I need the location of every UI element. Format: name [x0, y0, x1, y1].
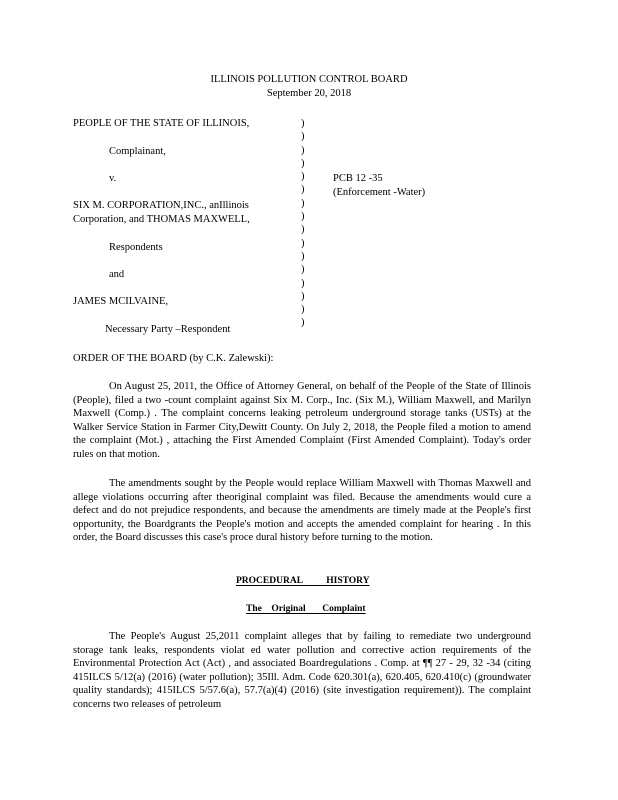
paren: ) [301, 277, 305, 289]
respondents-role: Respondents [109, 242, 163, 253]
paren: ) [301, 144, 305, 156]
paragraph-3-text: The People's August 25,2011 complaint alleges that by failing to remediate two underground storage tank leaks, respondents violat ed water pollution and corrective action requirements of the Environmental Protection Act (Act) , and associated Boardregulations . Comp. at ¶¶ 27 - 29, 32 -34 (citing 415ILCS 5/12(a) (2016) (water pollution); 35Ill. Adm. Code 620.301(a), 620.405, 620.410(c) (groundwater quality standards); 415ILCS 5/57.6(a), 57.7(a)(4) (2016) (site investigation requirement)). The complaint concerns two releases of petroleum [73, 631, 531, 710]
paragraph-3 [73, 630, 531, 711]
heading-procedural-history: PROCEDURAL HISTORY [236, 576, 370, 586]
paren: ) [301, 118, 305, 129]
paragraph-1-text: On August 25, 2011, the Office of Attorney General, on behalf of the People of the State of Illinois (People), filed a two -count complaint against Six M. Corp., Inc. (Six M.), William Maxwell, and Marilyn Maxwell (Comp.) . The complaint concerns leaking petroleum underground storage tanks (USTs) at the Walker Service Station in Farmer City,Dewitt County. On July 2, 2018, the People filed a motion to amend the complaint (Mot.) , attaching the First Amended Complaint (First Amended Complaint). Today's order rules on that motion. [73, 381, 531, 460]
heading-original-complaint: The Original Complaint [246, 604, 366, 614]
paren: ) [301, 197, 305, 209]
paren: ) [301, 131, 305, 143]
paren: ) [301, 237, 305, 249]
board-title: ILLINOIS POLLUTION CONTROL BOARD [210, 74, 408, 85]
paren: ) [301, 264, 305, 276]
paren: ) [301, 317, 305, 329]
paren: ) [301, 224, 305, 236]
paragraph-1 [73, 380, 531, 461]
order-date: September 20, 2018 [266, 88, 352, 99]
paren: ) [301, 250, 305, 262]
paren: ) [301, 304, 305, 316]
respondent-line-2: Corporation, and THOMAS MAXWELL, [73, 214, 250, 225]
case-number: PCB 12 -35 [333, 173, 383, 184]
plaintiff-role: Complainant, [109, 146, 166, 157]
plaintiff-name: PEOPLE OF THE STATE OF ILLINOIS, [73, 118, 250, 129]
order-title: ORDER OF THE BOARD (by C.K. Zalewski): [73, 353, 274, 364]
versus: v. [109, 173, 117, 184]
caption-parenthesis-column [301, 117, 311, 330]
paragraph-2-text: The amendments sought by the People would replace William Maxwell with Thomas Maxwell and allege violations occurring after theoriginal complaint was filed. Because the amendments would cure a defect and do not prejudice respondents, and because the amendments are timely made at the People's first opportunity, the Boardgrants the People's motion and accepts the amended complaint for hearing . In this order, the Board discusses this case's proce dural history before turning to the motion. [73, 478, 531, 543]
paren: ) [301, 171, 305, 183]
caption-and: and [109, 269, 125, 280]
paren: ) [301, 157, 305, 169]
case-type: (Enforcement -Water) [333, 187, 426, 198]
paren: ) [301, 290, 305, 302]
respondent-line-1: SIX M. CORPORATION,INC., anIllinois [73, 200, 249, 211]
paragraph-2 [73, 477, 531, 545]
paren: ) [301, 184, 305, 196]
paren: ) [301, 211, 305, 223]
necessary-party-name: JAMES MCILVAINE, [73, 296, 169, 307]
necessary-party-role: Necessary Party –Respondent [105, 324, 231, 335]
